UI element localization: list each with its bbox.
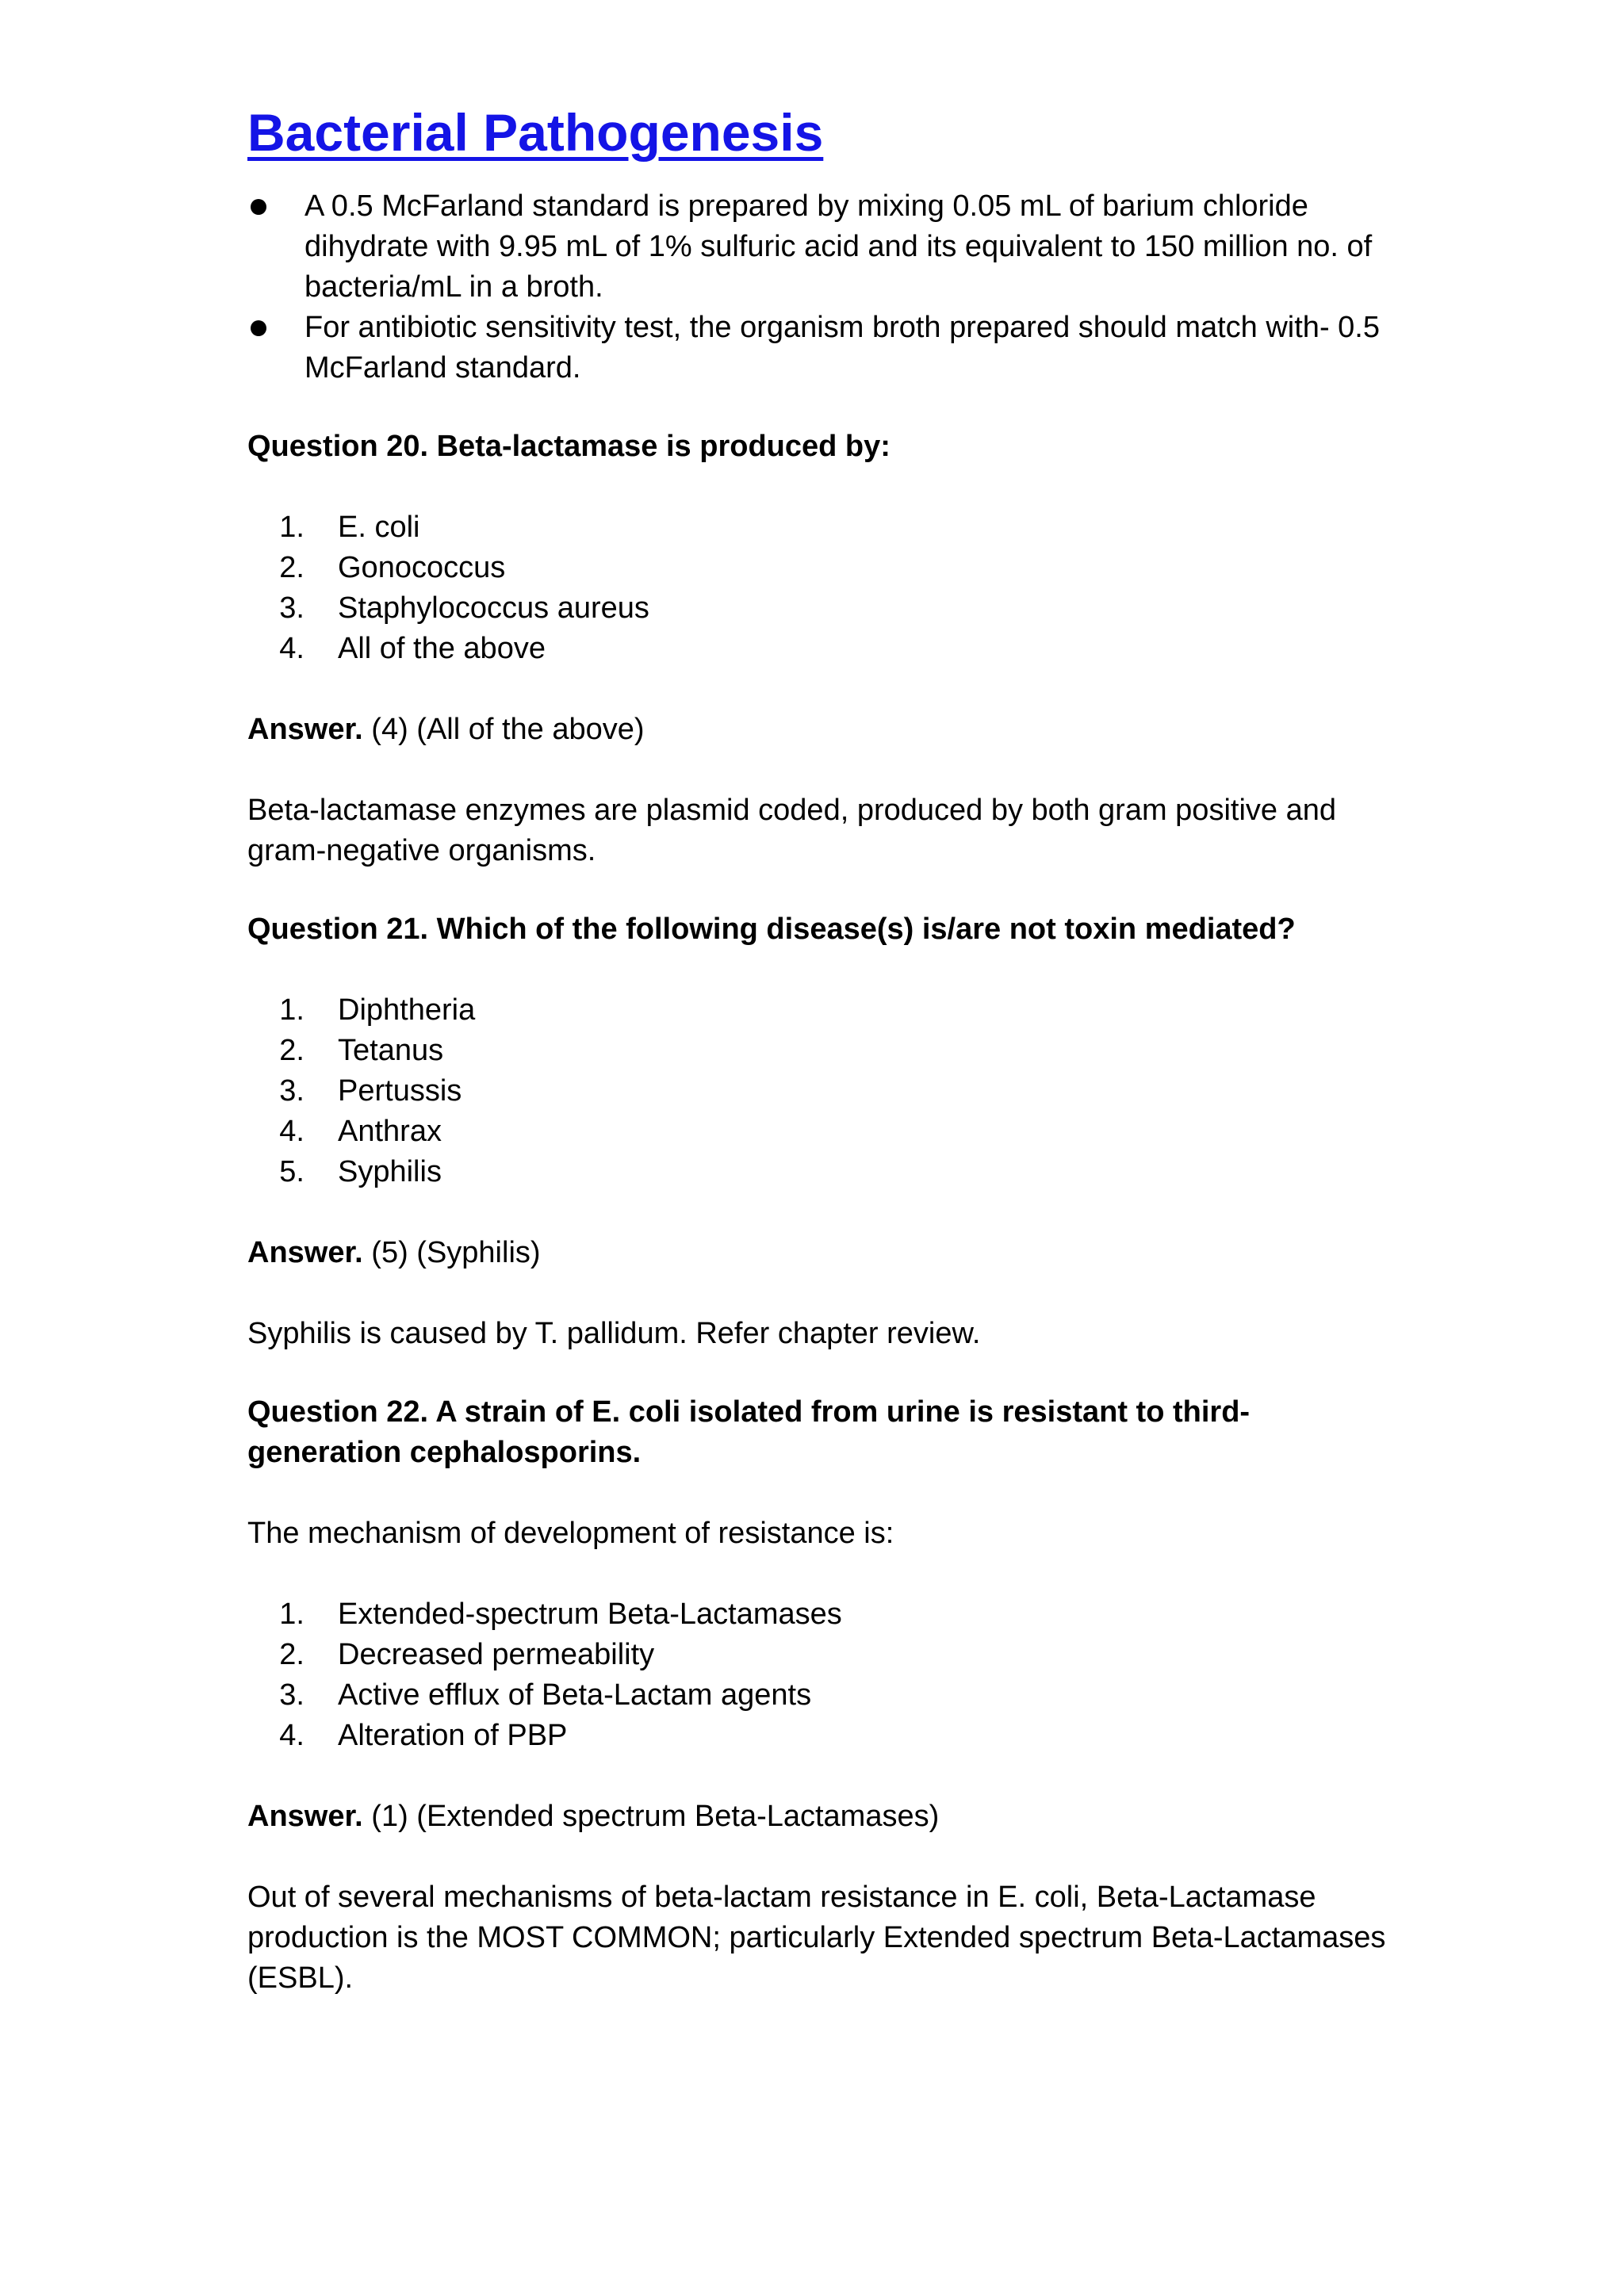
option-item xyxy=(247,1675,1389,1716)
option-number: 4. xyxy=(279,1719,304,1753)
option-text: Pertussis xyxy=(338,1074,462,1108)
option-number: 1. xyxy=(279,993,304,1027)
question-22: Question 22. A strain of E. coli isolated from urine is resistant to third-generation cephalosporins. xyxy=(247,1395,1251,1470)
answer-label: Answer. xyxy=(247,713,363,747)
bullet-dot-icon xyxy=(251,320,266,336)
option-text: All of the above xyxy=(338,632,546,666)
option-number: 2. xyxy=(279,1638,304,1672)
question-20-explanation: Beta-lactamase enzymes are plasmid coded, produced by both gram positive and gram-negative organisms. xyxy=(247,794,1336,868)
question-20-answer xyxy=(247,710,1389,750)
answer-text: (1) (Extended spectrum Beta-Lactamases) xyxy=(362,1800,940,1834)
question-22-options xyxy=(247,1594,1389,1756)
option-item xyxy=(247,507,1389,548)
option-text: Tetanus xyxy=(338,1034,444,1068)
page-title[interactable]: Bacterial Pathogenesis xyxy=(247,103,824,162)
option-text: E. coli xyxy=(338,511,420,545)
option-item xyxy=(247,990,1389,1031)
option-number: 1. xyxy=(279,511,304,545)
option-item xyxy=(247,1716,1389,1756)
bullet-text: A 0.5 McFarland standard is prepared by mixing 0.05 mL of barium chloride dihydrate with 9.95 mL of 1% sulfuric acid and its equivalent to 150 million no. of bacteria/mL in a broth. xyxy=(304,189,1373,304)
bullet-text: For antibiotic sensitivity test, the organism broth prepared should match with- 0.5 McFarland standard. xyxy=(304,311,1380,385)
option-number: 3. xyxy=(279,591,304,626)
question-20: Question 20. Beta-lactamase is produced by: xyxy=(247,430,891,464)
option-number: 2. xyxy=(279,551,304,585)
question-22-answer xyxy=(247,1797,1389,1837)
option-number: 4. xyxy=(279,1115,304,1149)
option-number: 4. xyxy=(279,632,304,666)
option-text: Diphtheria xyxy=(338,993,476,1027)
option-text: Decreased permeability xyxy=(338,1638,655,1672)
option-item xyxy=(247,1112,1389,1152)
option-text: Alteration of PBP xyxy=(338,1719,568,1753)
answer-label: Answer. xyxy=(247,1236,363,1270)
question-21-options xyxy=(247,990,1389,1192)
bullet-dot-icon xyxy=(251,199,266,215)
option-item xyxy=(247,1635,1389,1675)
question-21: Question 21. Which of the following disease(s) is/are not toxin mediated? xyxy=(247,913,1296,947)
option-item xyxy=(247,1071,1389,1112)
option-item xyxy=(247,548,1389,588)
bullet-item xyxy=(247,308,1389,388)
answer-text: (5) (Syphilis) xyxy=(362,1236,541,1270)
option-text: Syphilis xyxy=(338,1155,442,1189)
option-item xyxy=(247,629,1389,669)
answer-text: (4) (All of the above) xyxy=(362,713,645,747)
option-number: 3. xyxy=(279,1074,304,1108)
option-item xyxy=(247,1152,1389,1192)
bullet-item xyxy=(247,186,1389,308)
option-text: Extended-spectrum Beta-Lactamases xyxy=(338,1598,842,1632)
option-text: Active efflux of Beta-Lactam agents xyxy=(338,1678,812,1712)
question-22-explanation: Out of several mechanisms of beta-lactam resistance in E. coli, Beta-Lactamase production is the MOST COMMON; particularly Extended spectrum Beta-Lactamases (ESBL). xyxy=(247,1881,1386,1996)
option-text: Staphylococcus aureus xyxy=(338,591,649,626)
bullet-list xyxy=(247,186,1389,388)
option-number: 1. xyxy=(279,1598,304,1632)
option-number: 2. xyxy=(279,1034,304,1068)
option-text: Gonococcus xyxy=(338,551,506,585)
option-item xyxy=(247,1594,1389,1635)
question-20-options xyxy=(247,507,1389,669)
option-number: 3. xyxy=(279,1678,304,1712)
option-number: 5. xyxy=(279,1155,304,1189)
document-page xyxy=(247,101,1389,1999)
question-22-prompt: The mechanism of development of resistance is: xyxy=(247,1517,894,1551)
option-text: Anthrax xyxy=(338,1115,442,1149)
question-21-answer xyxy=(247,1233,1389,1273)
option-item xyxy=(247,588,1389,629)
option-item xyxy=(247,1031,1389,1071)
answer-label: Answer. xyxy=(247,1800,363,1834)
question-21-explanation: Syphilis is caused by T. pallidum. Refer chapter review. xyxy=(247,1317,981,1351)
